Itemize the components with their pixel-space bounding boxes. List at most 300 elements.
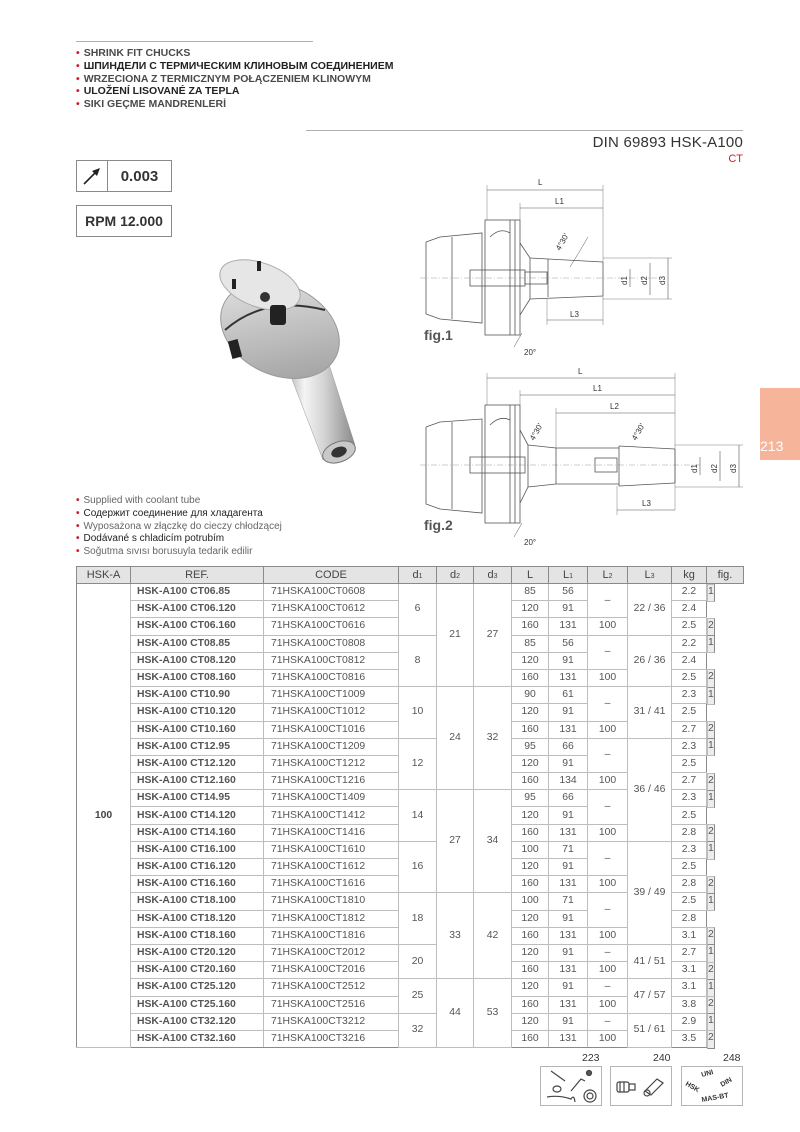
cell-ref: HSK-A100 CT14.95 <box>131 790 264 807</box>
header-text: L <box>562 569 570 581</box>
table-header-row <box>77 567 744 584</box>
standard-subtitle: CT <box>728 153 743 165</box>
cell-kg: 2.5 <box>672 859 707 876</box>
cell-code: 71HSKA100CT0812 <box>264 652 399 669</box>
cell-L1: 71 <box>549 893 588 910</box>
cell-L2: – <box>588 584 628 618</box>
cell-L1: 131 <box>549 962 588 979</box>
table-body <box>77 584 744 1048</box>
cell-kg: 2.5 <box>672 807 707 824</box>
cell-L2: – <box>588 635 628 669</box>
dim-d2: d2 <box>640 276 649 285</box>
cell-L1: 91 <box>549 704 588 721</box>
dim-angle: 20° <box>524 348 537 357</box>
cell-L1: 91 <box>549 910 588 927</box>
table-row <box>77 584 744 601</box>
cell-L1: 91 <box>549 1013 588 1030</box>
cell-fig: 2 <box>707 669 715 687</box>
table-row <box>77 687 744 704</box>
cell-L3: 47 / 57 <box>628 979 672 1013</box>
cell-code: 71HSKA100CT1012 <box>264 704 399 721</box>
cell-L1: 131 <box>549 927 588 944</box>
cell-kg: 2.8 <box>672 876 707 893</box>
cell-ref: HSK-A100 CT10.120 <box>131 704 264 721</box>
spec-table <box>76 566 744 1048</box>
cell-L2: – <box>588 893 628 927</box>
cell-L1: 91 <box>549 807 588 824</box>
cell-L1: 91 <box>549 755 588 772</box>
cell-d2: 44 <box>437 979 474 1048</box>
cell-code: 71HSKA100CT1610 <box>264 841 399 858</box>
cell-L1: 131 <box>549 721 588 738</box>
cell-L2: 100 <box>588 618 628 635</box>
bullet-icon: • <box>76 59 80 72</box>
cell-kg: 2.3 <box>672 738 707 755</box>
header-subscript: 3 <box>493 573 498 580</box>
cell-ref: HSK-A100 CT16.120 <box>131 859 264 876</box>
see-also-page-240[interactable]: 240 <box>653 1052 671 1064</box>
cell-L2: – <box>588 944 628 961</box>
cell-L3: 31 / 41 <box>628 687 672 739</box>
cell-L2: 100 <box>588 773 628 790</box>
cell-L: 160 <box>512 721 549 738</box>
cell-ref: HSK-A100 CT25.160 <box>131 996 264 1013</box>
standards-word-mas-bt: MAS-BT <box>701 1092 730 1104</box>
feature-item <box>76 495 282 508</box>
cell-code: 71HSKA100CT0608 <box>264 584 399 601</box>
cell-L3: 26 / 36 <box>628 635 672 687</box>
table-row <box>77 738 744 755</box>
cell-fig: 1 <box>707 584 715 602</box>
cell-d3: 27 <box>474 584 512 687</box>
page-number: 213 <box>760 438 784 454</box>
dim-L1: L1 <box>593 384 602 393</box>
cell-kg: 2.8 <box>672 910 707 927</box>
see-also-page-248[interactable]: 248 <box>723 1052 741 1064</box>
header-subscript: 3 <box>650 573 655 580</box>
cell-ref: HSK-A100 CT32.120 <box>131 1013 264 1030</box>
cell-L2: 100 <box>588 996 628 1013</box>
header-subscript: 1 <box>569 573 574 580</box>
col-header-L2 <box>588 567 628 584</box>
heading-item <box>76 73 393 86</box>
cell-ref: HSK-A100 CT06.85 <box>131 584 264 601</box>
cell-code: 71HSKA100CT2012 <box>264 944 399 961</box>
cell-ref: HSK-A100 CT25.120 <box>131 979 264 996</box>
bullet-icon: • <box>76 520 80 532</box>
heading-text: SIKI GEÇME MANDRENLERİ <box>83 98 227 111</box>
cell-code: 71HSKA100CT0616 <box>264 618 399 635</box>
heading-text: ШПИНДЕЛИ С ТЕРМИЧЕСКИМ КЛИНОВЫМ СОЕДИНЕНИЕМ <box>83 59 394 72</box>
dim-L3: L3 <box>642 499 651 508</box>
cell-kg: 2.5 <box>672 893 707 910</box>
cell-fig: 2 <box>707 824 715 842</box>
cell-ref: HSK-A100 CT14.120 <box>131 807 264 824</box>
cell-L3: 39 / 49 <box>628 841 672 944</box>
cell-L2: 100 <box>588 669 628 686</box>
cell-kg: 2.3 <box>672 790 707 807</box>
cell-d1: 8 <box>399 635 437 687</box>
cell-L2: 100 <box>588 721 628 738</box>
cell-kg: 2.5 <box>672 618 707 635</box>
section-rule <box>306 130 743 131</box>
cell-L1: 91 <box>549 859 588 876</box>
runout-arrow-icon <box>77 161 108 191</box>
table-row <box>77 841 744 858</box>
header-text: L <box>602 569 609 581</box>
top-rule <box>76 41 313 42</box>
cell-L: 160 <box>512 927 549 944</box>
table-row <box>77 944 744 961</box>
feature-item <box>76 508 282 521</box>
cell-L2: 100 <box>588 824 628 841</box>
cell-L1: 66 <box>549 790 588 807</box>
cell-L: 120 <box>512 944 549 961</box>
cell-kg: 2.8 <box>672 824 707 841</box>
cell-kg: 3.1 <box>672 927 707 944</box>
cell-L: 120 <box>512 859 549 876</box>
cell-L1: 131 <box>549 876 588 893</box>
rpm-spec: RPM 12.000 <box>76 205 172 237</box>
cell-L: 160 <box>512 876 549 893</box>
cell-fig: 2 <box>707 773 715 791</box>
cell-ref: HSK-A100 CT08.85 <box>131 635 264 652</box>
dim-L: L <box>538 178 543 187</box>
cell-L2: 100 <box>588 962 628 979</box>
cell-kg: 2.5 <box>672 704 707 721</box>
cell-d2: 33 <box>437 893 474 979</box>
cell-code: 71HSKA100CT0612 <box>264 601 399 618</box>
cell-L: 100 <box>512 841 549 858</box>
cell-code: 71HSKA100CT2016 <box>264 962 399 979</box>
cell-d1: 10 <box>399 687 437 739</box>
cell-L: 160 <box>512 773 549 790</box>
cell-L1: 56 <box>549 584 588 601</box>
cell-L3: 22 / 36 <box>628 584 672 636</box>
cell-L2: – <box>588 841 628 875</box>
cell-code: 71HSKA100CT1416 <box>264 824 399 841</box>
cell-L2: – <box>588 790 628 824</box>
bullet-icon: • <box>76 495 80 506</box>
bullet-icon: • <box>76 507 80 519</box>
table-row <box>77 1013 744 1030</box>
cell-L1: 91 <box>549 652 588 669</box>
cell-ref: HSK-A100 CT10.160 <box>131 721 264 738</box>
header-subscript: 1 <box>418 573 423 580</box>
cell-L: 120 <box>512 652 549 669</box>
cell-kg: 2.4 <box>672 601 707 618</box>
cell-kg: 2.7 <box>672 773 707 790</box>
heading-item <box>76 47 393 60</box>
standard-title: DIN 69893 HSK-A100 <box>592 134 743 151</box>
cell-fig: 2 <box>707 876 715 894</box>
cell-ref: HSK-A100 CT14.160 <box>131 824 264 841</box>
bullet-icon: • <box>76 546 80 558</box>
cell-fig: 2 <box>707 1030 715 1048</box>
cell-L: 160 <box>512 824 549 841</box>
cell-d1: 25 <box>399 979 437 1013</box>
cell-L2: – <box>588 687 628 721</box>
cell-L: 120 <box>512 979 549 996</box>
fig2-label: fig.2 <box>424 517 453 533</box>
cell-L: 90 <box>512 687 549 704</box>
cell-code: 71HSKA100CT1812 <box>264 910 399 927</box>
dim-angle: 20° <box>524 538 537 547</box>
col-header-code: CODE <box>264 567 399 584</box>
cell-d2: 24 <box>437 687 474 790</box>
heading-item <box>76 60 393 73</box>
cell-L: 85 <box>512 584 549 601</box>
cell-kg: 2.9 <box>672 1013 707 1030</box>
cell-L: 160 <box>512 618 549 635</box>
cell-fig: 1 <box>707 979 715 997</box>
col-header-L3 <box>628 567 672 584</box>
cell-L: 120 <box>512 601 549 618</box>
cell-ref: HSK-A100 CT08.120 <box>131 652 264 669</box>
cell-code: 71HSKA100CT2512 <box>264 979 399 996</box>
cell-kg: 2.2 <box>672 635 707 652</box>
bullet-icon: • <box>76 72 80 85</box>
cell-L1: 91 <box>549 944 588 961</box>
cell-d1: 12 <box>399 738 437 790</box>
runout-value: 0.003 <box>120 167 159 185</box>
col-header-L1 <box>549 567 588 584</box>
cell-d1: 18 <box>399 893 437 945</box>
table-row <box>77 979 744 996</box>
standards-word-uni: UNI <box>700 1069 715 1079</box>
cell-L: 120 <box>512 807 549 824</box>
cell-fig: 1 <box>707 1013 715 1031</box>
technical-drawing-fig1 <box>410 175 710 360</box>
dim-d3: d3 <box>729 464 738 473</box>
cell-L2: 100 <box>588 1030 628 1047</box>
bullet-icon: • <box>76 47 80 59</box>
feature-text: Supplied with coolant tube <box>83 495 201 506</box>
cell-fig: 1 <box>707 790 715 808</box>
dim-taper: 4°30' <box>553 231 571 252</box>
header-subscript: 2 <box>456 573 461 580</box>
cell-d1: 16 <box>399 841 437 893</box>
standards-icon[interactable] <box>681 1066 743 1106</box>
pull-studs-icon[interactable] <box>610 1066 672 1106</box>
feature-text: Dodávané s chladicím potrubím <box>83 533 225 545</box>
cell-L2: 100 <box>588 876 628 893</box>
cell-L1: 134 <box>549 773 588 790</box>
col-header-fig: fig. <box>707 567 744 584</box>
feature-text: Wyposażona w złączkę do cieczy chłodzącej <box>83 520 282 532</box>
cell-L1: 131 <box>549 996 588 1013</box>
cell-fig: 2 <box>707 618 715 636</box>
heading-item <box>76 98 393 111</box>
cell-fig: 1 <box>707 687 715 705</box>
cell-fig: 1 <box>707 893 715 911</box>
heading-text: SHRINK FIT CHUCKS <box>83 47 191 59</box>
cell-fig: 1 <box>707 841 715 859</box>
cell-ref: HSK-A100 CT12.160 <box>131 773 264 790</box>
cell-d3: 42 <box>474 893 512 979</box>
cell-ref: HSK-A100 CT18.100 <box>131 893 264 910</box>
bullet-icon: • <box>76 98 80 111</box>
cell-L3: 51 / 61 <box>628 1013 672 1047</box>
cell-L: 160 <box>512 669 549 686</box>
cell-L2: – <box>588 979 628 996</box>
cell-ref: HSK-A100 CT18.160 <box>131 927 264 944</box>
cell-d3: 53 <box>474 979 512 1048</box>
cell-L1: 61 <box>549 687 588 704</box>
dim-d1: d1 <box>690 464 699 473</box>
bullet-icon: • <box>76 533 80 545</box>
cell-ref: HSK-A100 CT10.90 <box>131 687 264 704</box>
cell-d3: 32 <box>474 687 512 790</box>
dim-L1: L1 <box>555 197 564 206</box>
cell-L1: 131 <box>549 1030 588 1047</box>
cell-d2: 21 <box>437 584 474 687</box>
table-row <box>77 635 744 652</box>
see-also-page-223[interactable]: 223 <box>582 1052 600 1064</box>
cell-code: 71HSKA100CT1216 <box>264 773 399 790</box>
header-text: d <box>487 569 494 581</box>
cell-kg: 2.3 <box>672 841 707 858</box>
cell-kg: 2.3 <box>672 687 707 704</box>
cell-kg: 2.4 <box>672 652 707 669</box>
cell-L2: 100 <box>588 927 628 944</box>
cell-d1: 14 <box>399 790 437 842</box>
header-text: d <box>412 569 419 581</box>
cell-L1: 56 <box>549 635 588 652</box>
header-text: L <box>644 569 651 581</box>
cell-L: 120 <box>512 910 549 927</box>
cell-code: 71HSKA100CT1209 <box>264 738 399 755</box>
cell-L1: 131 <box>549 618 588 635</box>
cell-code: 71HSKA100CT3216 <box>264 1030 399 1047</box>
cell-fig: 1 <box>707 635 715 653</box>
dim-d2: d2 <box>710 464 719 473</box>
col-header-d2 <box>437 567 474 584</box>
cell-kg: 2.5 <box>672 755 707 772</box>
feature-list <box>76 495 282 559</box>
cell-kg: 2.2 <box>672 584 707 601</box>
cell-kg: 2.7 <box>672 944 707 961</box>
cell-L: 95 <box>512 738 549 755</box>
feature-text: Soğutma sıvısı borusuyla tedarik edilir <box>83 546 253 558</box>
cell-ref: HSK-A100 CT16.160 <box>131 876 264 893</box>
heading-list <box>76 47 393 111</box>
col-header-hsk: HSK-A <box>77 567 131 584</box>
col-header-d3 <box>474 567 512 584</box>
cell-kg: 3.5 <box>672 1030 707 1047</box>
cell-L: 120 <box>512 755 549 772</box>
feature-text: Содержит соединение для хладагента <box>83 507 263 519</box>
cell-L3: 41 / 51 <box>628 944 672 978</box>
cell-L1: 131 <box>549 669 588 686</box>
cell-hsk: 100 <box>77 584 131 1048</box>
cell-ref: HSK-A100 CT12.120 <box>131 755 264 772</box>
header-subscript: 2 <box>608 573 613 580</box>
dim-taper: 4°30' <box>527 421 545 442</box>
cell-kg: 3.1 <box>672 962 707 979</box>
cell-L1: 66 <box>549 738 588 755</box>
cell-L: 160 <box>512 962 549 979</box>
cell-d2: 27 <box>437 790 474 893</box>
cell-fig: 2 <box>707 927 715 945</box>
feature-item <box>76 546 282 559</box>
cell-ref: HSK-A100 CT12.95 <box>131 738 264 755</box>
cell-kg: 3.8 <box>672 996 707 1013</box>
accessories-tools-icon[interactable] <box>540 1066 602 1106</box>
dim-taper-2: 4°30' <box>629 421 647 442</box>
cell-L: 120 <box>512 704 549 721</box>
cell-L2: – <box>588 1013 628 1030</box>
cell-code: 71HSKA100CT1016 <box>264 721 399 738</box>
cell-kg: 3.1 <box>672 979 707 996</box>
cell-code: 71HSKA100CT0808 <box>264 635 399 652</box>
cell-L1: 91 <box>549 979 588 996</box>
cell-L: 100 <box>512 893 549 910</box>
cell-fig: 1 <box>707 944 715 962</box>
cell-ref: HSK-A100 CT18.120 <box>131 910 264 927</box>
col-header-d1 <box>399 567 437 584</box>
heading-text: WRZECIONA Z TERMICZNYM POŁĄCZENIEM KLINOWYM <box>83 72 371 85</box>
cell-code: 71HSKA100CT1412 <box>264 807 399 824</box>
cell-L2: – <box>588 738 628 772</box>
cell-fig: 2 <box>707 996 715 1014</box>
cell-ref: HSK-A100 CT06.160 <box>131 618 264 635</box>
runout-spec <box>76 160 172 192</box>
heading-item <box>76 85 393 98</box>
cell-ref: HSK-A100 CT20.160 <box>131 962 264 979</box>
cell-L1: 131 <box>549 824 588 841</box>
cell-L: 160 <box>512 996 549 1013</box>
cell-kg: 2.7 <box>672 721 707 738</box>
dim-d1: d1 <box>620 276 629 285</box>
standards-word-din: DIN <box>719 1076 734 1089</box>
cell-code: 71HSKA100CT1616 <box>264 876 399 893</box>
col-header-kg: kg <box>672 567 707 584</box>
cell-ref: HSK-A100 CT06.120 <box>131 601 264 618</box>
cell-d1: 20 <box>399 944 437 978</box>
cell-ref: HSK-A100 CT20.120 <box>131 944 264 961</box>
col-header-L: L <box>512 567 549 584</box>
cell-code: 71HSKA100CT0816 <box>264 669 399 686</box>
cell-fig: 1 <box>707 738 715 756</box>
col-header-ref: REF. <box>131 567 264 584</box>
cell-code: 71HSKA100CT2516 <box>264 996 399 1013</box>
cell-code: 71HSKA100CT1816 <box>264 927 399 944</box>
header-text: d <box>449 569 457 581</box>
feature-item <box>76 533 282 546</box>
cell-code: 71HSKA100CT1612 <box>264 859 399 876</box>
standards-word-hsk: HSK <box>684 1080 701 1095</box>
dim-d3: d3 <box>658 276 667 285</box>
cell-L: 120 <box>512 1013 549 1030</box>
cell-code: 71HSKA100CT1009 <box>264 687 399 704</box>
cell-ref: HSK-A100 CT16.100 <box>131 841 264 858</box>
cell-fig: 2 <box>707 721 715 739</box>
dim-L3: L3 <box>570 310 579 319</box>
cell-L: 95 <box>512 790 549 807</box>
cell-L3: 36 / 46 <box>628 738 672 841</box>
cell-ref: HSK-A100 CT08.160 <box>131 669 264 686</box>
bullet-icon: • <box>76 85 80 98</box>
cell-ref: HSK-A100 CT32.160 <box>131 1030 264 1047</box>
cell-fig: 2 <box>707 962 715 980</box>
fig1-label: fig.1 <box>424 327 453 343</box>
feature-item <box>76 521 282 534</box>
cell-code: 71HSKA100CT3212 <box>264 1013 399 1030</box>
cell-code: 71HSKA100CT1810 <box>264 893 399 910</box>
cell-kg: 2.5 <box>672 669 707 686</box>
cell-code: 71HSKA100CT1409 <box>264 790 399 807</box>
